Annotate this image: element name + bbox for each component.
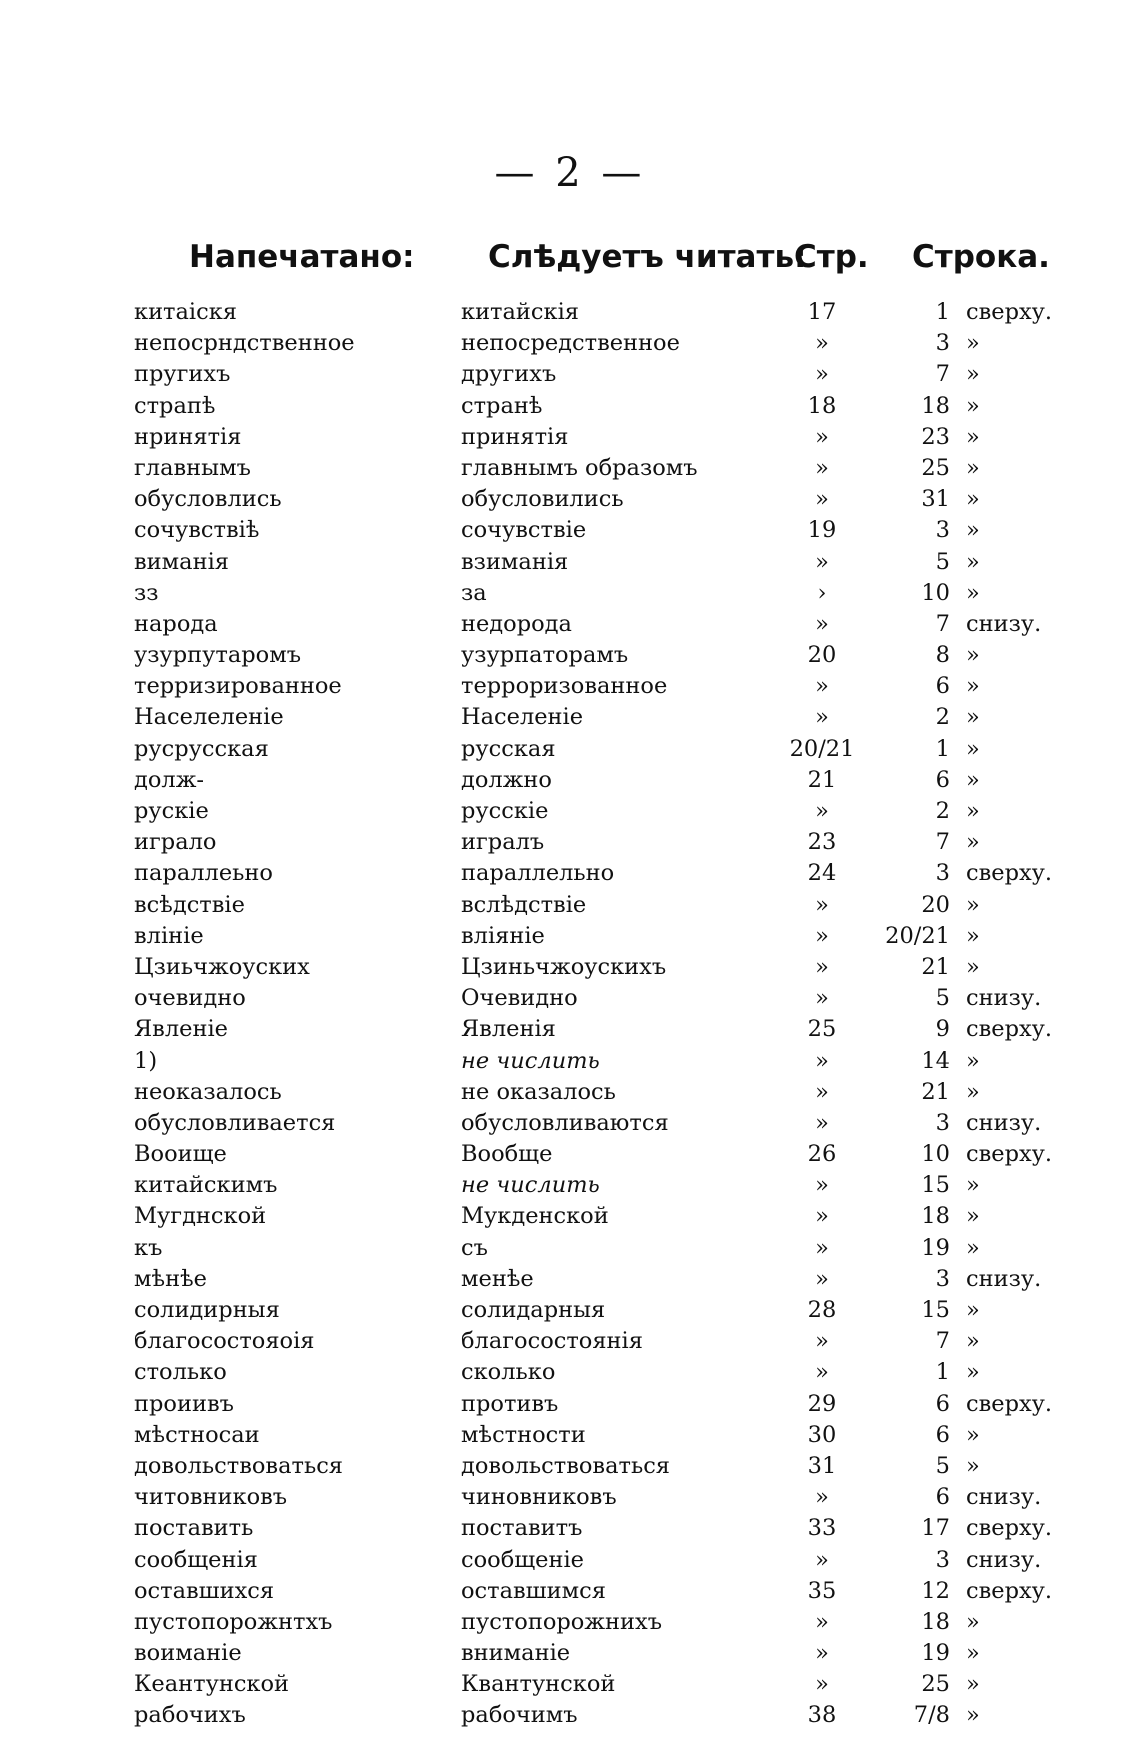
errata-row: [134, 671, 1054, 702]
cell-printed: воиманіе: [134, 1640, 242, 1667]
cell-page: »: [815, 985, 829, 1012]
cell-page: »: [815, 1172, 829, 1199]
cell-page: 38: [807, 1702, 837, 1729]
errata-row: [134, 1638, 1054, 1669]
cell-position: сверху.: [966, 1141, 1053, 1168]
cell-printed: обусловливается: [134, 1109, 336, 1136]
cell-position: снизу.: [966, 985, 1042, 1012]
cell-page: 26: [807, 1141, 837, 1168]
cell-should-read: пустопорожнихъ: [461, 1608, 663, 1635]
cell-page: »: [815, 1109, 829, 1136]
cell-position: »: [966, 829, 980, 856]
cell-should-read: терроризованное: [461, 673, 668, 700]
cell-should-read: довольствоваться: [461, 1452, 670, 1479]
cell-page: »: [815, 610, 829, 637]
cell-should-read: недорода: [461, 610, 572, 637]
cell-should-read: рабочимъ: [461, 1702, 578, 1729]
errata-row: [134, 515, 1054, 546]
cell-printed: непосрндственное: [134, 330, 355, 357]
cell-line: 18: [921, 392, 950, 419]
cell-printed: сообщенія: [134, 1546, 258, 1573]
cell-should-read: оставшимся: [461, 1577, 606, 1604]
cell-should-read: благосостоянія: [461, 1328, 643, 1355]
cell-page: »: [815, 454, 829, 481]
cell-line: 7/8: [913, 1702, 950, 1729]
cell-position: »: [966, 891, 980, 918]
cell-printed: страпѣ: [134, 392, 216, 419]
cell-line: 14: [921, 1047, 950, 1074]
cell-position: »: [966, 1078, 980, 1105]
cell-page: 20: [807, 642, 837, 669]
cell-line: 1: [935, 299, 950, 325]
errata-row: [134, 1513, 1054, 1544]
errata-row: [134, 1014, 1054, 1045]
errata-header-row: [134, 235, 1054, 297]
cell-position: »: [966, 1328, 980, 1355]
cell-should-read: не числить: [461, 1047, 600, 1074]
cell-position: »: [966, 1702, 980, 1729]
cell-printed: узурпутаромъ: [134, 642, 302, 669]
errata-row: [134, 921, 1054, 952]
cell-page: 24: [807, 860, 837, 887]
cell-should-read: солидарныя: [461, 1297, 606, 1323]
cell-line: 20: [921, 891, 950, 918]
cell-line: 3: [935, 330, 950, 357]
cell-line: 25: [921, 454, 950, 481]
cell-position: сверху.: [966, 299, 1053, 325]
cell-printed: столько: [134, 1359, 227, 1386]
header-should-read: Слѣдуетъ читать:: [488, 239, 807, 275]
cell-page: »: [815, 922, 829, 949]
errata-row: [134, 890, 1054, 921]
errata-row: [134, 1420, 1054, 1451]
cell-should-read: вниманіе: [461, 1640, 571, 1667]
cell-should-read: узурпаторамъ: [461, 642, 629, 669]
errata-row: [134, 796, 1054, 827]
cell-printed: терризированное: [134, 673, 342, 700]
cell-position: »: [966, 454, 980, 481]
cell-page: »: [815, 486, 829, 513]
cell-should-read: непосредственное: [461, 330, 680, 357]
cell-printed: влініе: [134, 922, 204, 949]
cell-printed: Кеантунской: [134, 1671, 290, 1698]
errata-rows: [134, 297, 1054, 1732]
errata-row: [134, 1108, 1054, 1139]
cell-page: »: [815, 1328, 829, 1355]
cell-printed: сочувствіѣ: [134, 517, 260, 544]
cell-should-read: за: [461, 579, 487, 606]
cell-printed: Вооище: [134, 1141, 227, 1168]
cell-position: »: [966, 423, 980, 450]
errata-row: [134, 1451, 1054, 1482]
errata-row: [134, 359, 1054, 390]
cell-line: 19: [921, 1640, 950, 1667]
cell-should-read: не оказалось: [461, 1078, 616, 1105]
errata-row: [134, 1576, 1054, 1607]
cell-line: 6: [935, 673, 950, 700]
cell-page: 31: [807, 1452, 837, 1479]
cell-line: 3: [935, 1546, 950, 1573]
cell-printed: нринятія: [134, 423, 242, 450]
cell-page: »: [815, 953, 829, 980]
cell-should-read: игралъ: [461, 829, 545, 856]
cell-line: 9: [935, 1016, 950, 1043]
cell-should-read: вслѣдствіе: [461, 891, 587, 918]
cell-line: 10: [921, 579, 950, 606]
errata-row: [134, 734, 1054, 765]
errata-row: [134, 1139, 1054, 1170]
cell-page: »: [815, 1234, 829, 1261]
cell-line: 3: [935, 517, 950, 544]
cell-printed: читовниковъ: [134, 1484, 288, 1511]
cell-should-read: Цзиньчжоускихъ: [461, 953, 667, 980]
cell-line: 1: [935, 1359, 950, 1386]
cell-line: 31: [921, 486, 950, 513]
errata-row: [134, 702, 1054, 733]
cell-line: 6: [935, 766, 950, 793]
cell-line: 20/21: [885, 922, 950, 949]
cell-page: »: [815, 548, 829, 575]
cell-should-read: вліяніе: [461, 922, 545, 949]
errata-row: [134, 1607, 1054, 1638]
cell-page: »: [815, 1484, 829, 1511]
cell-printed: долж-: [134, 766, 204, 793]
cell-position: »: [966, 517, 980, 544]
cell-should-read: менѣе: [461, 1265, 534, 1292]
cell-position: сверху.: [966, 1390, 1053, 1417]
cell-should-read: китайскія: [461, 299, 579, 325]
cell-position: »: [966, 798, 980, 824]
cell-line: 7: [935, 829, 950, 856]
errata-row: [134, 640, 1054, 671]
errata-row: [134, 827, 1054, 858]
errata-row: [134, 858, 1054, 889]
cell-page: »: [815, 1047, 829, 1074]
cell-should-read: не числить: [461, 1172, 600, 1199]
cell-line: 8: [935, 642, 950, 669]
cell-should-read: Мукденской: [461, 1203, 609, 1230]
cell-printed: мѣстносаи: [134, 1421, 260, 1448]
errata-row: [134, 983, 1054, 1014]
cell-printed: мѣнѣе: [134, 1265, 207, 1292]
cell-line: 7: [935, 610, 950, 637]
cell-should-read: чиновниковъ: [461, 1484, 617, 1511]
cell-line: 3: [935, 860, 950, 887]
errata-row: [134, 1357, 1054, 1388]
cell-printed: солидирныя: [134, 1297, 280, 1323]
page-number: — 2 —: [494, 150, 646, 196]
cell-line: 3: [935, 1109, 950, 1136]
cell-printed: пругихъ: [134, 361, 231, 388]
errata-row: [134, 1264, 1054, 1295]
cell-line: 15: [921, 1172, 950, 1199]
cell-printed: Мугднской: [134, 1203, 267, 1230]
cell-page: »: [815, 1078, 829, 1105]
cell-printed: къ: [134, 1234, 163, 1261]
cell-printed: Населеленіе: [134, 704, 284, 731]
cell-printed: народа: [134, 610, 218, 637]
cell-position: »: [966, 735, 980, 762]
cell-page: 30: [807, 1421, 837, 1448]
cell-position: »: [966, 642, 980, 669]
cell-page: 25: [807, 1016, 837, 1043]
cell-line: 5: [935, 1452, 950, 1479]
cell-printed: русрусская: [134, 735, 269, 762]
cell-position: снизу.: [966, 1484, 1042, 1511]
cell-line: 1: [935, 735, 950, 762]
cell-page: »: [815, 673, 829, 700]
cell-should-read: взиманія: [461, 548, 569, 575]
cell-position: »: [966, 548, 980, 575]
cell-page: 18: [807, 392, 837, 419]
cell-position: »: [966, 1172, 980, 1199]
cell-should-read: Населеніе: [461, 704, 584, 731]
cell-line: 3: [935, 1265, 950, 1292]
cell-printed: очевидно: [134, 985, 246, 1012]
cell-line: 18: [921, 1203, 950, 1230]
errata-row: [134, 422, 1054, 453]
cell-position: »: [966, 673, 980, 700]
errata-row: [134, 453, 1054, 484]
cell-printed: неоказалось: [134, 1078, 282, 1105]
cell-position: »: [966, 704, 980, 731]
cell-printed: довольствоваться: [134, 1452, 343, 1479]
cell-printed: Цзиьчжоуских: [134, 953, 310, 980]
cell-position: »: [966, 766, 980, 793]
cell-printed: рабочихъ: [134, 1702, 246, 1729]
cell-printed: китаіскя: [134, 299, 237, 325]
cell-page: »: [815, 1359, 829, 1386]
errata-row: [134, 1295, 1054, 1326]
cell-line: 2: [935, 704, 950, 731]
cell-position: снизу.: [966, 1265, 1042, 1292]
cell-should-read: главнымъ образомъ: [461, 454, 698, 481]
cell-should-read: мѣстности: [461, 1421, 586, 1448]
cell-position: »: [966, 1640, 980, 1667]
cell-should-read: принятія: [461, 423, 569, 450]
cell-line: 12: [921, 1577, 950, 1604]
cell-printed: благосостояоія: [134, 1328, 315, 1355]
errata-row: [134, 391, 1054, 422]
cell-should-read: должно: [461, 766, 552, 793]
cell-should-read: другихъ: [461, 361, 557, 388]
cell-page: »: [815, 1203, 829, 1230]
cell-should-read: обусловливаются: [461, 1109, 669, 1136]
cell-page: »: [815, 1546, 829, 1573]
cell-page: 23: [807, 829, 837, 856]
errata-row: [134, 1170, 1054, 1201]
cell-line: 6: [935, 1390, 950, 1417]
cell-printed: китайскимъ: [134, 1172, 278, 1199]
cell-line: 15: [921, 1297, 950, 1323]
errata-row: [134, 952, 1054, 983]
cell-position: »: [966, 922, 980, 949]
cell-position: »: [966, 486, 980, 513]
cell-line: 5: [935, 548, 950, 575]
errata-row: [134, 609, 1054, 640]
errata-row: [134, 484, 1054, 515]
cell-line: 18: [921, 1608, 950, 1635]
cell-page: »: [815, 330, 829, 357]
cell-position: »: [966, 1608, 980, 1635]
cell-line: 21: [921, 1078, 950, 1105]
cell-page: 21: [807, 766, 837, 793]
cell-printed: обусловлись: [134, 486, 282, 513]
cell-printed: играло: [134, 829, 217, 856]
errata-row: [134, 1545, 1054, 1576]
cell-printed: зз: [134, 579, 159, 606]
cell-should-read: Квантунской: [461, 1671, 616, 1698]
errata-row: [134, 547, 1054, 578]
cell-position: »: [966, 330, 980, 357]
cell-should-read: параллельно: [461, 860, 615, 887]
cell-page: »: [815, 361, 829, 388]
cell-page: 33: [807, 1515, 837, 1542]
cell-should-read: сообщеніе: [461, 1546, 584, 1573]
cell-should-read: поставитъ: [461, 1515, 583, 1542]
cell-should-read: съ: [461, 1234, 488, 1261]
cell-page: »: [815, 798, 829, 824]
cell-should-read: странѣ: [461, 392, 543, 419]
cell-position: сверху.: [966, 1016, 1053, 1043]
cell-line: 7: [935, 361, 950, 388]
cell-printed: параллеьно: [134, 860, 273, 887]
cell-page: »: [815, 704, 829, 731]
cell-page: »: [815, 1640, 829, 1667]
errata-row: [134, 1669, 1054, 1700]
cell-printed: всѣдствіе: [134, 891, 245, 918]
errata-row: [134, 1482, 1054, 1513]
cell-page: 28: [807, 1297, 837, 1323]
cell-printed: виманія: [134, 548, 229, 575]
cell-page: »: [815, 1671, 829, 1698]
cell-line: 6: [935, 1484, 950, 1511]
errata-row: [134, 1700, 1054, 1731]
cell-should-read: русская: [461, 735, 556, 762]
cell-printed: поставить: [134, 1515, 254, 1542]
cell-page: 29: [807, 1390, 837, 1417]
cell-line: 7: [935, 1328, 950, 1355]
cell-line: 21: [921, 953, 950, 980]
cell-position: »: [966, 579, 980, 606]
cell-page: 20/21: [789, 735, 855, 762]
cell-position: »: [966, 1359, 980, 1386]
cell-printed: пустопорожнтхъ: [134, 1608, 333, 1635]
cell-position: »: [966, 1297, 980, 1323]
cell-page: ›: [817, 579, 827, 606]
cell-position: »: [966, 1203, 980, 1230]
cell-page: »: [815, 891, 829, 918]
cell-line: 5: [935, 985, 950, 1012]
cell-printed: 1): [134, 1047, 158, 1074]
errata-row: [134, 765, 1054, 796]
cell-printed: рускіе: [134, 798, 209, 824]
cell-line: 2: [935, 798, 950, 824]
cell-line: 23: [921, 423, 950, 450]
cell-printed: главнымъ: [134, 454, 251, 481]
errata-row: [134, 328, 1054, 359]
errata-row: [134, 297, 1054, 328]
cell-line: 17: [921, 1515, 950, 1542]
header-page: Стр.: [794, 239, 869, 275]
cell-position: »: [966, 1047, 980, 1074]
errata-row: [134, 578, 1054, 609]
cell-position: »: [966, 1421, 980, 1448]
errata-row: [134, 1201, 1054, 1232]
cell-position: снизу.: [966, 1109, 1042, 1136]
cell-page: »: [815, 1265, 829, 1292]
cell-page: 19: [807, 517, 837, 544]
cell-line: 6: [935, 1421, 950, 1448]
cell-position: »: [966, 392, 980, 419]
cell-should-read: противъ: [461, 1390, 559, 1417]
cell-position: сверху.: [966, 860, 1053, 887]
errata-row: [134, 1233, 1054, 1264]
errata-row: [134, 1389, 1054, 1420]
cell-should-read: Вообще: [461, 1141, 553, 1168]
cell-should-read: русскіе: [461, 798, 549, 824]
cell-printed: проиивъ: [134, 1390, 234, 1417]
cell-position: »: [966, 1671, 980, 1698]
cell-page: »: [815, 423, 829, 450]
cell-page: 17: [807, 299, 837, 325]
errata-row: [134, 1077, 1054, 1108]
errata-table: [134, 235, 1054, 1732]
cell-position: »: [966, 361, 980, 388]
cell-page: 35: [807, 1577, 837, 1604]
cell-printed: Явленіе: [134, 1016, 228, 1043]
cell-position: снизу.: [966, 1546, 1042, 1573]
cell-should-read: Явленія: [461, 1016, 556, 1043]
cell-position: »: [966, 1452, 980, 1479]
header-line: Строка.: [912, 239, 1050, 275]
cell-should-read: сочувствіе: [461, 517, 587, 544]
cell-position: »: [966, 1234, 980, 1261]
cell-line: 19: [921, 1234, 950, 1261]
header-printed: Напечатано:: [189, 239, 415, 275]
errata-row: [134, 1046, 1054, 1077]
cell-position: сверху.: [966, 1577, 1053, 1604]
cell-position: сверху.: [966, 1515, 1053, 1542]
cell-line: 10: [921, 1141, 950, 1168]
cell-should-read: сколько: [461, 1359, 556, 1386]
cell-printed: оставшихся: [134, 1577, 275, 1604]
errata-row: [134, 1326, 1054, 1357]
cell-page: »: [815, 1608, 829, 1635]
cell-position: снизу.: [966, 610, 1042, 637]
cell-position: »: [966, 953, 980, 980]
cell-should-read: обусловились: [461, 486, 624, 513]
cell-should-read: Очевидно: [461, 985, 578, 1012]
cell-line: 25: [921, 1671, 950, 1698]
